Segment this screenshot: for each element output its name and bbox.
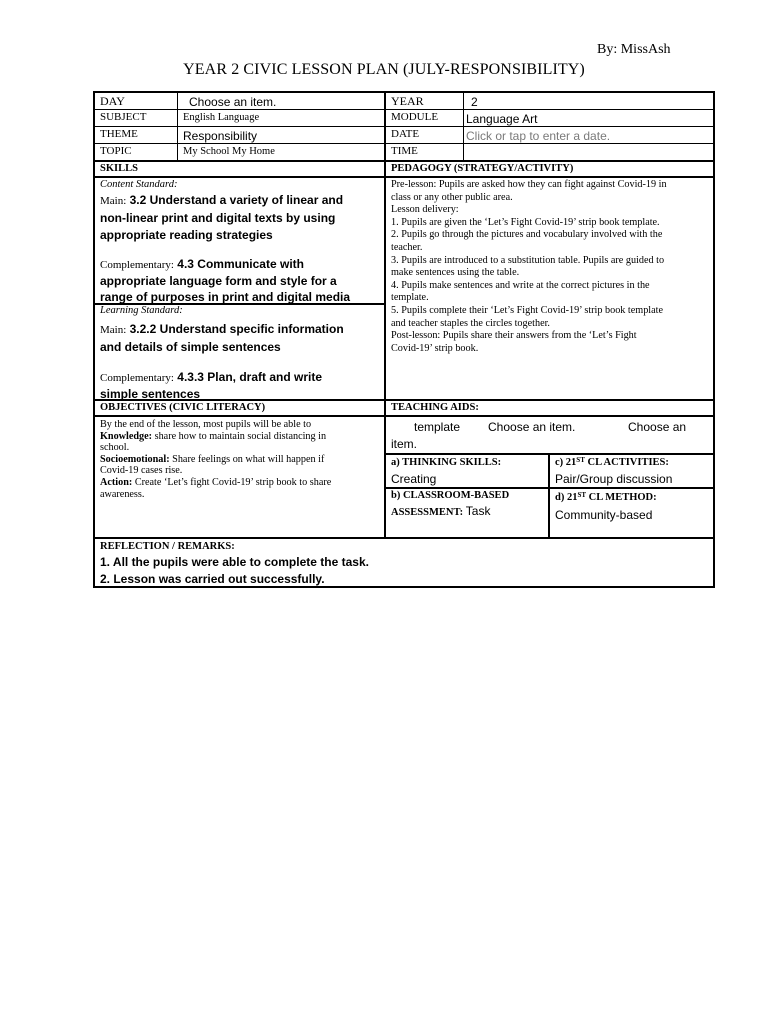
teaching-aid-dropdown-2-cont[interactable]: item. [391, 437, 418, 451]
time-label: TIME [391, 145, 418, 157]
reflection-line-2[interactable]: 2. Lesson was carried out successfully. [100, 572, 325, 586]
theme-label: THEME [100, 128, 138, 140]
module-value[interactable]: Language Art [466, 112, 538, 126]
reflection-heading: REFLECTION / REMARKS: [100, 541, 235, 552]
content-main: Main: 3.2 Understand a variety of linear and non-linear print and digital texts by using appropriate reading strategies [100, 193, 344, 242]
date-picker[interactable]: Click or tap to enter a date. [466, 129, 611, 143]
learning-standard-label: Learning Standard: [100, 305, 183, 316]
content-standard-label: Content Standard: [100, 179, 178, 190]
cl-activities-value[interactable]: Pair/Group discussion [555, 472, 673, 486]
assessment-label-line1: b) CLASSROOM-BASED [391, 490, 510, 501]
subject-value: English Language [183, 112, 260, 123]
date-label: DATE [391, 128, 420, 140]
theme-value[interactable]: Responsibility [183, 129, 258, 143]
topic-value: My School My Home [183, 146, 275, 157]
day-label: DAY [100, 94, 125, 108]
content-main-label: Main: [100, 195, 127, 207]
learning-main-label: Main: [100, 324, 127, 336]
teaching-aid-dropdown-2[interactable]: Choose an [628, 420, 687, 434]
cl-method-value[interactable]: Community-based [555, 508, 653, 522]
objectives-heading: OBJECTIVES (CIVIC LITERACY) [100, 402, 266, 413]
cl-activities-label: c) 21ST CL ACTIVITIES: [555, 456, 669, 468]
learning-complementary: Complementary: 4.3.3 Plan, draft and write simple sentences [100, 370, 322, 401]
author-credit: By: MissAsh [597, 42, 671, 57]
skills-heading: SKILLS [100, 163, 138, 174]
day-dropdown[interactable]: Choose an item. [189, 95, 277, 109]
reflection-line-1[interactable]: 1. All the pupils were able to complete the task. [100, 555, 369, 569]
subject-label: SUBJECT [100, 111, 147, 123]
lesson-plan-table [93, 91, 715, 588]
content-complementary-label: Complementary: [100, 259, 174, 271]
learning-complementary-label: Complementary: [100, 372, 174, 384]
thinking-skills-value[interactable]: Creating [391, 472, 437, 486]
cl-method-label: d) 21ST CL METHOD: [555, 491, 657, 503]
assessment-value[interactable]: Task [465, 504, 491, 518]
learning-main: Main: 3.2.2 Understand specific information and details of simple sentences [100, 322, 344, 354]
module-label: MODULE [391, 111, 439, 123]
pedagogy-heading: PEDAGOGY (STRATEGY/ACTIVITY) [391, 163, 574, 174]
teaching-aid-dropdown-1[interactable]: Choose an item. [488, 420, 576, 434]
teaching-aid-template[interactable]: template [414, 420, 461, 434]
content-complementary: Complementary: 4.3 Communicate with appropriate language form and style for a range of purposes in print and digital media [100, 257, 351, 304]
objectives-text: By the end of the lesson, most pupils will be able to Knowledge: share how to maintain social distancing in school. Socioemotional: Share feelings on what will happen if Covid-19 cases rise. Action: Create ‘Let’s fight Covid-19’ strip book to share awareness. [100, 419, 332, 500]
year-value[interactable]: 2 [471, 95, 478, 109]
topic-label: TOPIC [100, 145, 132, 157]
thinking-skills-label: a) THINKING SKILLS: [391, 457, 502, 468]
assessment-row: ASSESSMENT: Task [391, 504, 491, 518]
pedagogy-text: Pre-lesson: Pupils are asked how they can fight against Covid-19 in class or any other public area. Lesson delivery: 1. Pupils are given the ‘Let’s Fight Covid-19’ strip book template. 2. Pupils go through the pictures and vocabulary involved with the teacher. 3. Pupils are introduced to a substitution table. Pupils are guided to make sentences using the table. 4. Pupils make sentences and write at the correct pictures in the template. 5. Pupils complete their ‘Let’s Fight Covid-19’ strip book template and teacher staples the circles together. Post-lesson: Pupils share their answers from the ‘Let’s Fight Covid-19’ strip book. [391, 179, 667, 354]
year-label: YEAR [391, 94, 424, 108]
page-title: YEAR 2 CIVIC LESSON PLAN (JULY-RESPONSIBILITY) [183, 61, 585, 78]
teaching-aids-heading: TEACHING AIDS: [391, 402, 479, 413]
